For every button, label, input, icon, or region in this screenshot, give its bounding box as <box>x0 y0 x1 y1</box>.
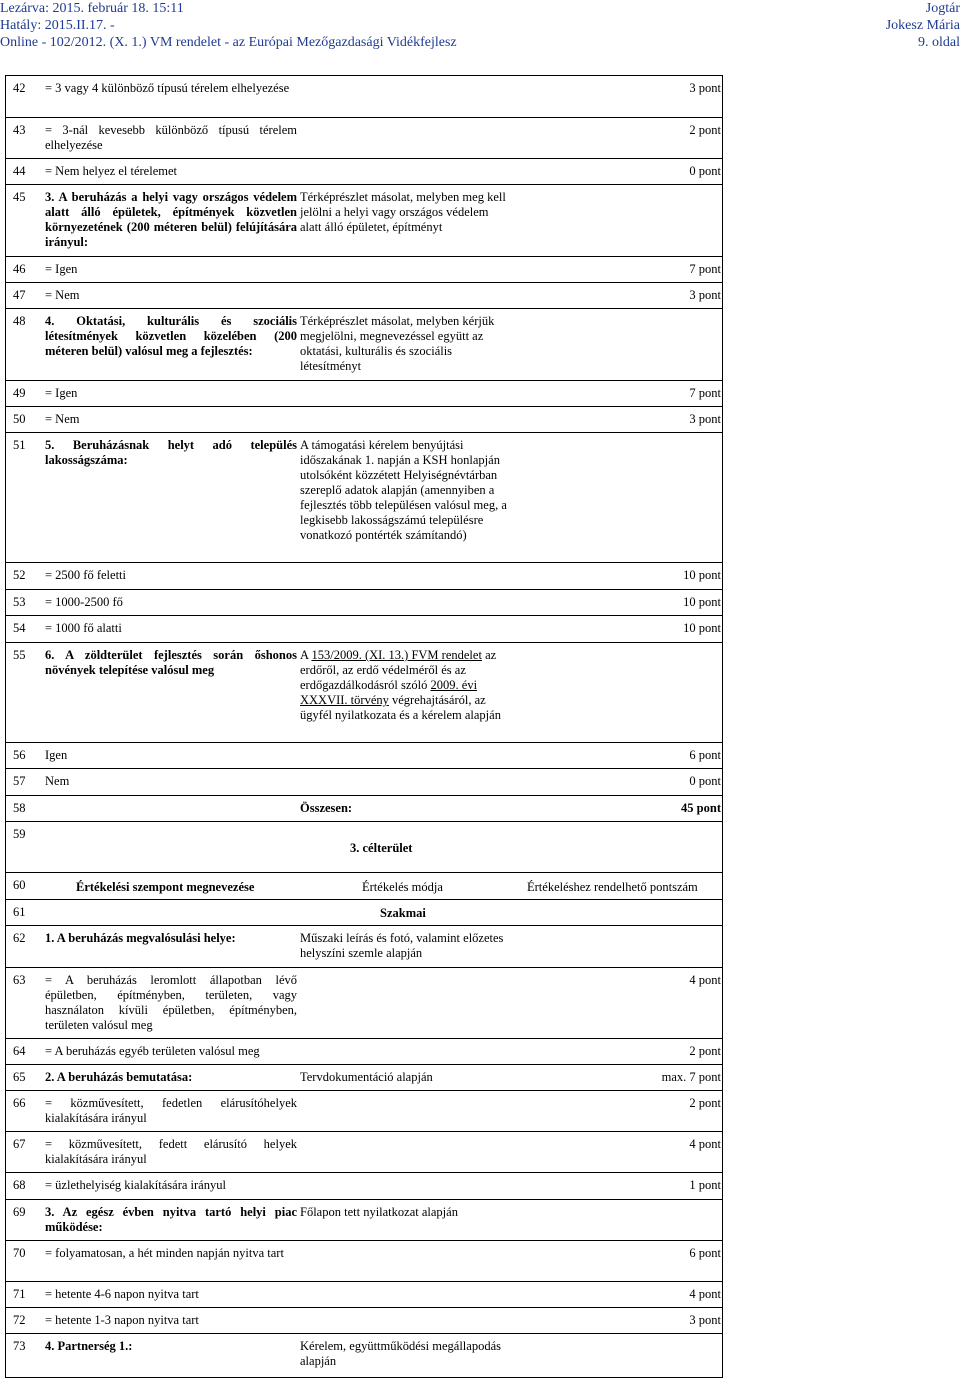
criterion-heading: 1. A beruházás megvalósulási helye: <box>45 931 236 945</box>
table-row-42 <box>0 76 960 118</box>
row-number: 59 <box>13 827 26 841</box>
criterion-text: = 2500 fő feletti <box>45 568 126 582</box>
table-row-62 <box>0 926 960 968</box>
header-document-title: Online - 102/2012. (X. 1.) VM rendelet - az Európai Mezőgazdasági Vidékfejlesz <box>0 35 457 50</box>
table-row-43 <box>0 118 960 158</box>
criterion-text: = Nem helyez el térelemet <box>45 164 177 178</box>
text-segment: végrehajtásáról, az ügyfél nyilatkozata és a kérelem alapján <box>300 693 501 722</box>
table-row-66 <box>0 1091 960 1132</box>
criterion-text: = 3 vagy 4 különböző típusú térelem elhelyezése <box>45 81 290 95</box>
row-number: 73 <box>13 1339 26 1353</box>
row-number: 50 <box>13 412 26 426</box>
table-row-63 <box>0 968 960 1039</box>
criterion-text: = Nem <box>45 288 80 302</box>
row-number: 69 <box>13 1205 26 1219</box>
table-row-46 <box>0 257 960 283</box>
row-number: 44 <box>13 164 26 178</box>
evaluation-method: Térképrészlet másolat, melyben meg kell jelölni a helyi vagy országos védelem alatt álló épületet, építményt <box>300 190 506 234</box>
row-number: 65 <box>13 1070 26 1084</box>
column-header-points: Értékeléshez rendelhető pontszám <box>527 880 698 894</box>
criterion-text: Igen <box>45 748 68 762</box>
column-header-criterion: Értékelési szempont megnevezése <box>76 880 255 894</box>
section-title: Szakmai <box>380 906 426 920</box>
table-row-72 <box>0 1308 960 1334</box>
table-row-58 <box>0 796 960 822</box>
table-row-60 <box>0 873 960 900</box>
criterion-heading: 4. Oktatási, kulturális és szociális létesítmények közvetlen közelében (200 méteren belül) valósul meg a fejlesztés: <box>45 314 297 358</box>
row-number: 48 <box>13 314 26 328</box>
row-number: 42 <box>13 81 26 95</box>
row-number: 60 <box>13 878 26 892</box>
criterion-text: = közművesített, fedetlen elárusítóhelyek kialakítására irányul <box>45 1096 297 1125</box>
row-number: 67 <box>13 1137 26 1151</box>
header-author: Jokesz Mária <box>885 18 960 33</box>
table-row-52 <box>0 563 960 590</box>
score-value: 2 pont <box>689 1096 721 1110</box>
table-row-70 <box>0 1241 960 1282</box>
criterion-heading: 3. A beruházás a helyi vagy országos védelem alatt álló épületek, építmények közvetlen környezetének (200 méteren belül) felújítására irányul: <box>45 190 297 249</box>
row-number: 63 <box>13 973 26 987</box>
table-row-65 <box>0 1065 960 1091</box>
table-row-67 <box>0 1132 960 1173</box>
table-row-68 <box>0 1173 960 1200</box>
header-page-number: 9. oldal <box>918 35 960 50</box>
row-number: 54 <box>13 621 26 635</box>
criterion-text: = hetente 1-3 napon nyitva tart <box>45 1313 199 1327</box>
score-value: 0 pont <box>689 164 721 178</box>
row-number: 66 <box>13 1096 26 1110</box>
total-label: Összesen: <box>300 801 353 815</box>
row-number: 47 <box>13 288 26 302</box>
text-segment: az erdőről, az erdő védelméről és az erdőgazdálkodásról szóló <box>300 648 497 692</box>
row-number: 49 <box>13 386 26 400</box>
criterion-text: = 1000 fő alatti <box>45 621 122 635</box>
evaluation-method: A támogatási kérelem benyújtási időszakának 1. napján a KSH honlapján utolsóként közzétett Helyiségnévtárban szereplő adatok alapján (amennyiben a fejlesztés több településen valósul meg, a legkisebb lakosságszámú településre vonatkozó pontérték számítandó) <box>300 438 507 542</box>
text-segment: A <box>300 648 312 662</box>
criterion-text: = Nem <box>45 412 80 426</box>
page-header <box>0 0 960 64</box>
row-number: 55 <box>13 648 26 662</box>
score-value: 3 pont <box>689 412 721 426</box>
row-number: 61 <box>13 905 26 919</box>
row-number: 64 <box>13 1044 26 1058</box>
row-number: 58 <box>13 801 26 815</box>
score-value: 4 pont <box>689 973 721 987</box>
score-value: max. 7 pont <box>661 1070 721 1084</box>
criterion-text: = közművesített, fedett elárusító helyek kialakítására irányul <box>45 1137 297 1166</box>
score-value: 3 pont <box>689 1313 721 1327</box>
row-number: 71 <box>13 1287 26 1301</box>
score-value: 0 pont <box>689 774 721 788</box>
column-header-method: Értékelés módja <box>362 880 443 894</box>
row-number: 70 <box>13 1246 26 1260</box>
table-row-73 <box>0 1334 960 1378</box>
row-number: 57 <box>13 774 26 788</box>
row-number: 51 <box>13 438 26 452</box>
score-value: 4 pont <box>689 1287 721 1301</box>
score-value: 10 pont <box>683 621 721 635</box>
score-value: 2 pont <box>689 1044 721 1058</box>
row-number: 68 <box>13 1178 26 1192</box>
criterion-text: = A beruházás egyéb területen valósul meg <box>45 1044 260 1058</box>
row-number: 43 <box>13 123 26 137</box>
row-number: 45 <box>13 190 26 204</box>
score-value: 1 pont <box>689 1178 721 1192</box>
criterion-text: = 1000-2500 fő <box>45 595 123 609</box>
table-row-61 <box>0 900 960 926</box>
criterion-heading: 6. A zöldterület fejlesztés során őshonos növények telepítése valósul meg <box>45 648 297 677</box>
evaluation-method: Kérelem, együttműködési megállapodás alapján <box>300 1339 501 1368</box>
score-value: 7 pont <box>689 262 721 276</box>
row-number: 53 <box>13 595 26 609</box>
table-row-48 <box>0 309 960 381</box>
header-closed-date: Lezárva: 2015. február 18. 15:11 <box>0 1 184 16</box>
criterion-text: = Igen <box>45 262 78 276</box>
evaluation-method: Tervdokumentáció alapján <box>300 1070 433 1084</box>
score-value: 2 pont <box>689 123 721 137</box>
score-value: 6 pont <box>689 1246 721 1260</box>
row-number: 56 <box>13 748 26 762</box>
criterion-heading: 2. A beruházás bemutatása: <box>45 1070 193 1084</box>
table-row-45 <box>0 185 960 257</box>
row-number: 46 <box>13 262 26 276</box>
regulation-link[interactable]: 153/2009. (XI. 13.) FVM rendelet <box>311 648 482 662</box>
criterion-text: = 3-nál kevesebb különböző típusú térelem elhelyezése <box>45 123 297 152</box>
table-row-54 <box>0 616 960 643</box>
evaluation-method <box>300 648 512 723</box>
table-row-49 <box>0 381 960 407</box>
score-value: 10 pont <box>683 595 721 609</box>
table-row-50 <box>0 407 960 433</box>
total-score: 45 pont <box>681 801 721 815</box>
evaluation-method: Főlapon tett nyilatkozat alapján <box>300 1205 458 1219</box>
criterion-text: Nem <box>45 774 70 788</box>
table-row-47 <box>0 283 960 309</box>
criterion-heading: 4. Partnerség 1.: <box>45 1339 133 1353</box>
table-row-53 <box>0 590 960 616</box>
header-effective-date: Hatály: 2015.II.17. - <box>0 18 115 33</box>
table-row-57 <box>0 769 960 796</box>
table-row-69 <box>0 1200 960 1241</box>
table-row-56 <box>0 743 960 769</box>
score-value: 3 pont <box>689 81 721 95</box>
score-value: 6 pont <box>689 748 721 762</box>
table-row-55 <box>0 643 960 743</box>
score-value: 10 pont <box>683 568 721 582</box>
criterion-text: = folyamatosan, a hét minden napján nyitva tart <box>45 1246 284 1260</box>
table-row-44 <box>0 159 960 185</box>
criterion-heading: 5. Beruházásnak helyt adó település lakosságszáma: <box>45 438 297 467</box>
table-row-59 <box>0 822 960 873</box>
section-title: 3. célterület <box>350 841 413 855</box>
score-value: 3 pont <box>689 288 721 302</box>
score-value: 7 pont <box>689 386 721 400</box>
score-value: 4 pont <box>689 1137 721 1151</box>
evaluation-method: Térképrészlet másolat, melyben kérjük megjelölni, megnevezéssel együtt az oktatási, kulturális és szociális létesítményt <box>300 314 495 373</box>
table-row-64 <box>0 1039 960 1065</box>
criterion-text: = hetente 4-6 napon nyitva tart <box>45 1287 199 1301</box>
criterion-text: = Igen <box>45 386 78 400</box>
evaluation-method: Műszaki leírás és fotó, valamint előzetes helyszíni szemle alapján <box>300 931 504 960</box>
row-number: 62 <box>13 931 26 945</box>
law-link[interactable]: 2009. évi XXXVII. törvény <box>300 678 478 707</box>
criterion-text: = A beruházás leromlott állapotban lévő épületben, építményben, területen, vagy használaton kívüli épületben, építményben, területen valósul meg <box>45 973 297 1032</box>
criterion-heading: 3. Az egész évben nyitva tartó helyi piac működése: <box>45 1205 297 1234</box>
table-row-51 <box>0 433 960 563</box>
row-number: 52 <box>13 568 26 582</box>
row-number: 72 <box>13 1313 26 1327</box>
table-row-71 <box>0 1282 960 1308</box>
header-publisher: Jogtár <box>925 1 960 16</box>
criterion-text: = üzlethelyiség kialakítására irányul <box>45 1178 226 1192</box>
